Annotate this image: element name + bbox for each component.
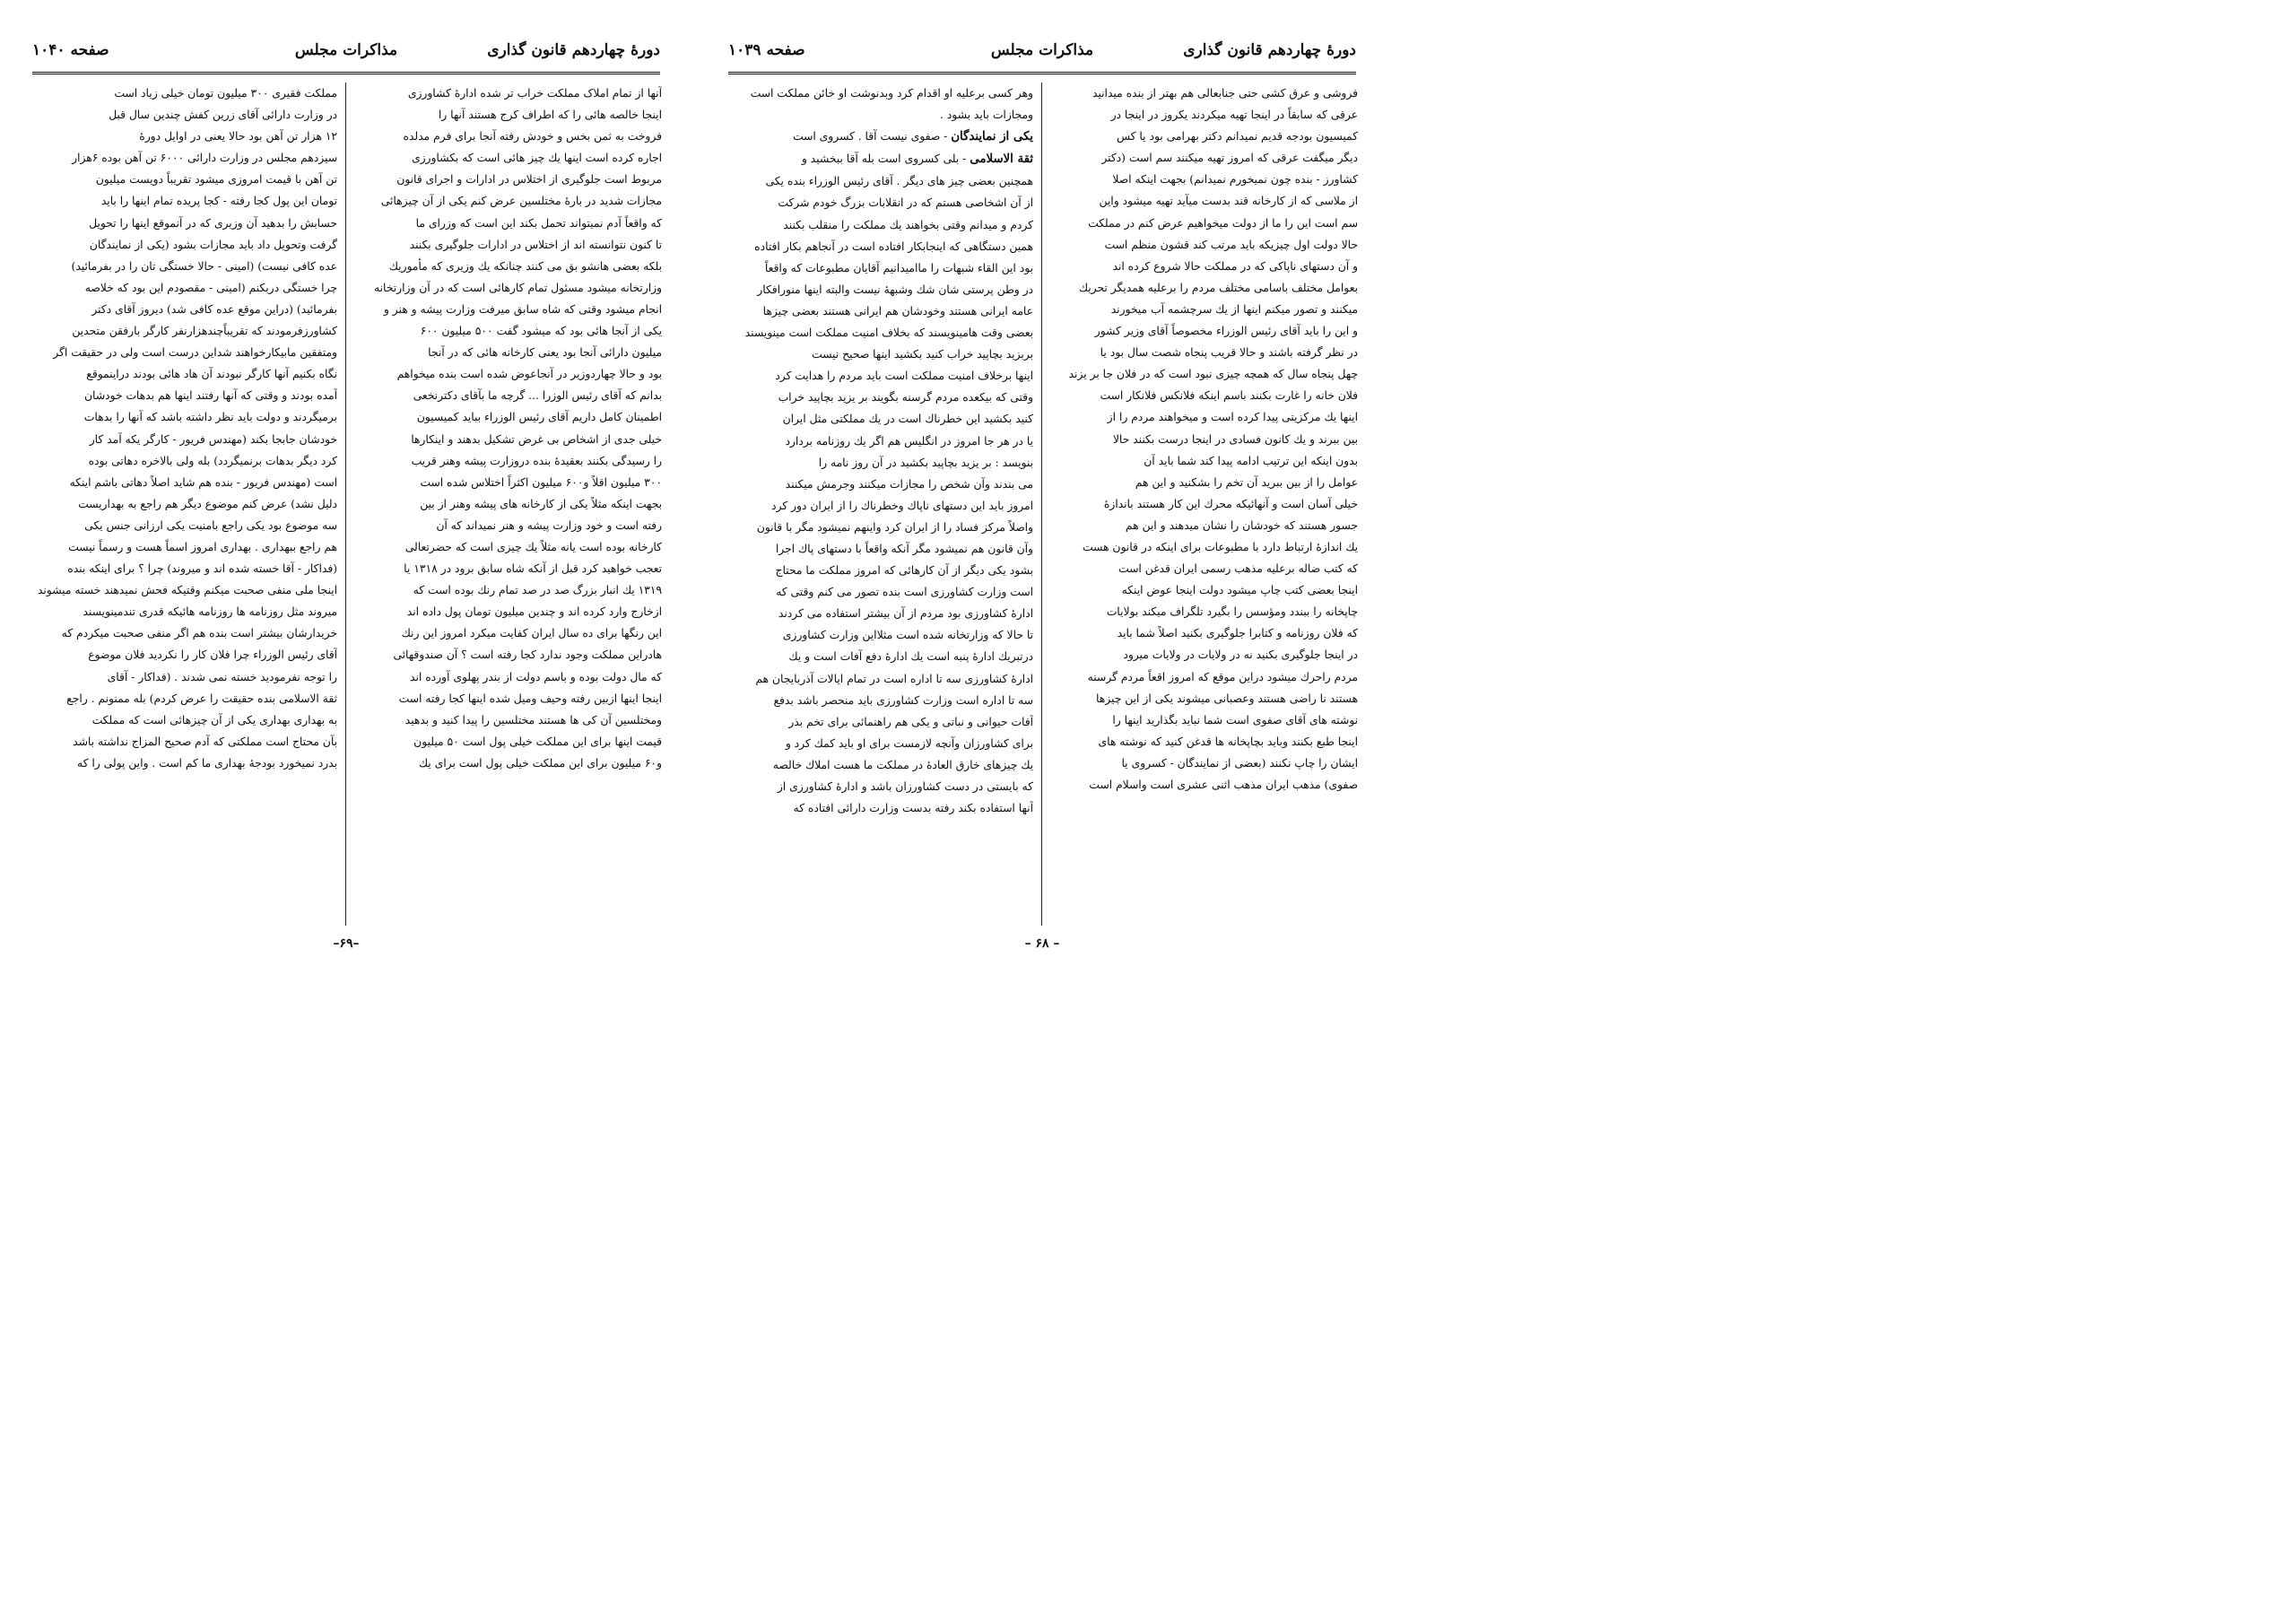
- text-line: می بندند وآن شخص را مجازات میکنند وجرمش میکنند: [785, 477, 1033, 491]
- page-number-label: صفحه ۱۰۴۰: [32, 41, 109, 59]
- column-divider: [345, 83, 346, 926]
- text-line: [726, 148, 1033, 170]
- text-line: انجام میشود وقتی که شاه سابق میرفت وزارت پیشه و هنر و: [383, 302, 662, 316]
- text-line: کنید بکشید این خطرناك است در یك مملکتی مثل ایران: [782, 413, 1033, 426]
- text-line: کرد دیگر بدهات برنمیگردد) بله ولی بالاخره دهاتی بوده: [88, 454, 337, 467]
- text-line: ادارهٔ کشاورزی سه تا اداره است در تمام ایالات آذربایجان هم: [755, 672, 1033, 685]
- speaker-name: یکی از نمایندگان: [951, 130, 1033, 144]
- text-line: گرفت وتحویل داد باید مجازات بشود (یکی از نمایندگان: [89, 238, 337, 251]
- text-line: تن آهن با قیمت امروزی میشود تقریباً دویست میلیون: [95, 173, 337, 187]
- text-line: بفرمائید) (دراین موقع عده کافی شد) دیروز آقای دکتر: [91, 302, 337, 316]
- text-line: وزارتخانه میشود مسئول تمام کارهائی است که در آن وزارتخانه: [374, 281, 662, 294]
- text-line: یکی از آنجا هائی بود که میشود گفت ۵۰۰ میلیون ۶۰۰: [420, 325, 662, 338]
- text-line: و این را باید آقای رئیس الوزراء مخصوصاً آقای وزیر کشور: [1094, 325, 1358, 338]
- header-rule: [32, 72, 660, 74]
- text-line: در اینجا جلوگیری بکنید نه در ولایات در ولایات میرود: [1123, 648, 1358, 662]
- text-line: عرقی که سابقاً در اینجا تهیه میکردند یکروز در اینجا در: [1110, 109, 1358, 122]
- text-line: در وطن پرستی شان شك وشبههٔ نیست والبته اینها منورافکار: [757, 283, 1033, 296]
- text-line: را رسیدگی بکنند بعقیدهٔ بنده دروزارت پیشه وهنر قریب: [411, 454, 662, 467]
- text-line: در نظر گرفته باشند و حالا قریب پنجاه شصت سال بود یا: [1100, 346, 1358, 360]
- text-line: ومجازات باید بشود .: [939, 109, 1033, 122]
- text-line: هادراین مملکت وجود ندارد کجا رفته است ؟ آن صندوقهائی: [393, 648, 662, 662]
- text-line: سیزدهم مجلس در وزارت دارائی ۶۰۰۰ تن آهن بوده ۶هزار: [72, 152, 337, 165]
- text-column-left: [726, 83, 1033, 926]
- text-line: کردم و میدانم وقتی بخواهند یك مملکت را منقلب بکنند: [783, 218, 1033, 231]
- text-line: مجازات شدید در بارهٔ مختلسین عرض کنم یکی از آن چیزهائی: [380, 195, 662, 208]
- text-line: میلیون دارائی آنجا بود یعنی کارخانه هائی که در آنجا: [428, 346, 662, 360]
- text-line: خیلی جدی از اشخاص بی غرض تشکیل بدهند و اینکارها: [411, 432, 662, 446]
- text-line: آفات حیوانی و نباتی و یکی هم راهنمائی برای تخم بذر: [788, 715, 1033, 728]
- text-line: برمیگردند و دولت باید نظر داشته باشد که آنها را بدهات: [83, 411, 337, 424]
- text-line: ومتفقین مابیکارخواهند شداین درست است ولی در حقیقت اگر: [53, 346, 337, 360]
- text-line: که بایستی در دست کشاورزان باشد و ادارهٔ کشاورزی از: [777, 780, 1033, 793]
- text-line: ۱۲ هزار تن آهن بود حالا یعنی در اوایل دورهٔ: [139, 130, 337, 144]
- page-number-label: صفحه ۱۰۳۹: [728, 41, 805, 59]
- text-line: خودشان جابجا بکند (مهندس فریور - کارگر یکه آمد کار: [89, 432, 337, 446]
- text-line: بدانم که آقای رئیس الوزرا ... گرچه ما بآقای دکترنخعی: [413, 389, 662, 403]
- page-1040: [27, 0, 665, 988]
- text-line: حسابش را بدهید آن وزیری که در آنموقع اینها را تحویل: [89, 216, 337, 230]
- text-line: سه تا اداره است وزارت کشاورزی باید منحصر باشد بدفع: [773, 693, 1033, 707]
- text-line: اجاره کرده است اینها یك چیز هائی است که بکشاورزی: [411, 152, 662, 165]
- text-line: قیمت اینها برای این مملکت خیلی پول است ۵۰ میلیون: [413, 735, 662, 748]
- text-line: تومان این پول کجا رفته - کجا پریده تمام اینها را باید: [100, 195, 337, 208]
- page-footer-number: – ۶۸ –: [1024, 936, 1060, 951]
- text-line: است (مهندس فریور - بنده هم شاید اصلاً دهاتی باشم اینکه: [69, 475, 337, 489]
- text-line: این رنگها برای ده سال ایران کفایت میکرد امروز این رنك: [401, 627, 662, 640]
- text-line: ازخارج وارد کرده اند و چندین میلیون تومان پول داده اند: [406, 605, 662, 619]
- text-line: مملکت فقیری ۳۰۰ میلیون تومان خیلی زیاد است: [114, 87, 337, 100]
- text-line: کمیسیون بودجه قدیم نمیدانم دکتر بهرامی بود یا کس: [1116, 130, 1358, 144]
- speaker-name: ثقة الاسلامی: [970, 152, 1033, 167]
- speech-text: - بلی کسروی است بله آقا ببخشید و: [801, 152, 970, 166]
- text-line: از آن اشخاصی هستم که در انقلابات بزرگ خودم شرکت: [778, 196, 1033, 210]
- speech-text: - صفوی نیست آقا . کسروی است: [792, 130, 952, 144]
- text-line: که واقعاً آدم نمیتواند تحمل بکند این است که وزرای ما: [415, 216, 662, 230]
- text-line: صفوی) مذهب ایران مذهب اثنی عشری است واسلام است: [1089, 779, 1358, 791]
- text-line: اینجا بعضی کتب چاپ میشود دولت اینجا عوض اینکه: [1121, 584, 1358, 597]
- text-line: آنها استفاده بکند رفته بدست وزارت دارائی افتاده که: [793, 802, 1033, 815]
- text-line: فروخت به ثمن بخس و خودش رفته آنجا برای فرم مدلده: [403, 130, 662, 144]
- page-footer-number: –۶۹–: [333, 936, 360, 951]
- text-line: بآن محتاج است مملکتی که آدم صحیح المزاج نداشته باشد: [73, 735, 337, 748]
- text-line: و آن دستهای ناپاکی که در مملکت حالا شروع کرده اند: [1112, 259, 1358, 273]
- text-line: کشاورز - بنده چون نمیخورم نمیدانم) بجهت اینکه اصلا: [1112, 173, 1358, 187]
- page-header: [728, 41, 1356, 68]
- text-line: هستند نا راضی هستند وعصبانی میشوند یکی از این چیزها: [1096, 692, 1358, 705]
- text-line: واصلاً مرکز فساد را از ایران کرد واینهم نمیشود مگر با قانون: [756, 520, 1033, 534]
- text-column-right: [1051, 83, 1358, 926]
- text-line: بود و حالا چهاردوزیر در آنجاعوض شده است بنده میخواهم: [396, 368, 662, 381]
- text-line: (فداکار - آقا خسته شده اند و میروند) چرا ؟ برای اینکه بنده: [67, 562, 337, 576]
- text-line: درتبریك ادارهٔ پنبه است یك ادارهٔ دفع آفات است و یك: [788, 650, 1033, 664]
- proceedings-title: مذاکرات مجلس: [294, 41, 398, 59]
- text-line: یك چیزهای خارق العادهٔ در مملکت ما هست املاك خالصه: [772, 758, 1033, 771]
- column-divider: [1041, 83, 1042, 926]
- text-line: تا حالا که وزارتخانه شده است مثلااین وزارت کشاورزی: [782, 629, 1033, 642]
- text-line: ومختلسین آن کی ها هستند مختلسین را پیدا کنید و بدهید: [404, 713, 662, 727]
- text-line: هم راجع ببهداری . بهداری امروز اسماً هست و رسماً نیست: [68, 540, 337, 553]
- text-line: مردم راحرك میشود دراین موقع که امروز اقعاً مردم گرسنه: [1087, 670, 1358, 683]
- text-line: وآن قانون هم نمیشود مگر آنکه واقعاً با دستهای پاك اجرا: [775, 542, 1033, 555]
- text-line: ایشان را چاپ نکنند (بعضی از نمایندگان - کسروی یا: [1121, 756, 1358, 770]
- text-line: اینها یك مرکزیتی پیدا کرده است و میخواهند مردم را از: [1107, 411, 1358, 424]
- text-line: بلکه بعضی هانشو بق می کنند چنانکه یك وزیری که مأموریك: [388, 259, 662, 273]
- text-line: که فلان روزنامه و کتابرا جلوگیری بکنید اصلاً شما باید: [1117, 627, 1358, 640]
- text-line: یا در هر جا امروز در انگلیس هم اگر یك روزنامه بردارد: [785, 434, 1033, 448]
- text-line: کشاورزفرمودند که تقریباًچندهزارنفر کارگر بارفقن متحدین: [72, 325, 337, 338]
- text-line: را توجه نفرمودید خسته نمی شدند . (فداکار - آقای: [107, 670, 337, 683]
- text-line: میروند مثل روزنامه ها روزنامه هائیکه قدری تندمینویسند: [83, 605, 337, 619]
- text-line: بنویسد : بر یزید بچاپید بکشید در آن روز نامه را: [818, 456, 1033, 469]
- text-line: چاپخانه را ببندد ومؤسس را بگیرد تلگراف میکند بولایات: [1106, 605, 1358, 619]
- text-line: عامه ایرانی هستند وخودشان هم ایرانی هستند بعضی چیزها: [762, 304, 1033, 318]
- text-line: اینها برخلاف امنیت مملکت است باید مردم را هدایت کرد: [775, 370, 1033, 383]
- text-line: سم است این را ما از دولت میخواهیم عرض کنم در مملکت: [1088, 216, 1358, 230]
- text-line: چرا خستگی دربکنم (امینی - مقصودم این بود که خلاصه: [84, 281, 337, 294]
- text-line: خریدارشان بیشتر است بنده هم اگر منفی صحبت میکردم که: [61, 627, 337, 640]
- text-line: ثقة الاسلامی بنده حقیقت را عرض کردم) بله ممنونم . راجع: [66, 692, 337, 705]
- page-header: [32, 41, 660, 68]
- text-line: بدرد نمیخورد بودجهٔ بهداری ما کم است . واین پولی را که: [77, 756, 337, 770]
- header-rule: [728, 72, 1356, 74]
- text-line: مربوط است جلوگیری از اختلاس در ادارات و اجرای قانون: [396, 173, 662, 187]
- text-line: سه موضوع بود یکی راجع بامنیت یکی ارزانی جنس یکی: [84, 518, 337, 532]
- text-line: اینجا خالصه هائی را که اطراف کرج هستند آنها را: [438, 109, 662, 122]
- text-line: در وزارت دارائی آقای زرین کفش چندین سال قبل: [109, 109, 337, 122]
- text-line: نگاه بکنیم آنها کارگر نبودند آن هاد هائی بودند دراینموقع: [86, 368, 337, 381]
- text-line: میکنند و تصور میکنم اینها از یك سرچشمه آب میخورند: [1110, 302, 1358, 316]
- session-heading: دورهٔ چهاردهم قانون گذاری: [1183, 41, 1356, 59]
- text-line: بشود یکی دیگر از آن کارهائی که امروز مملکت ما محتاج: [775, 564, 1033, 578]
- text-line: بعضی وقت هامینویسند که بخلاف امنیت مملکت است مینویسند: [744, 326, 1033, 340]
- text-line: همین دستگاهی که اینجابکار افتاده است در آنجاهم بکار افتاده: [754, 239, 1033, 253]
- text-line: وهر کسی برعلیه او اقدام کرد وبدنوشت او خائن مملکت است: [750, 87, 1033, 100]
- text-line: وقتی که بیکعده مردم گرسنه بگویند بر یزید بچاپید خراب: [778, 391, 1033, 405]
- text-line: [726, 126, 1033, 148]
- text-line: ۳۰۰ میلیون اقلاً و۶۰۰ میلیون اکثراً اختلاس شده است: [420, 475, 662, 489]
- text-line: بین ببرند و یك کانون فسادی در اینجا درست بکنند حالا: [1112, 432, 1358, 446]
- text-line: حالا دولت اول چیزیکه باید مرتب کند قشون منظم است: [1104, 238, 1358, 251]
- text-line: بود این القاء شبهات را ماامیدانیم آقایان مطبوعات که واقعاً: [764, 261, 1033, 274]
- text-line: تا کنون نتوانسته اند از اختلاس در ادارات جلوگیری بکنند: [409, 238, 662, 251]
- text-line: دیگر میگفت عرقی که امروز تهیه میکنند سم است (دکتر: [1101, 152, 1358, 165]
- text-line: بربزید بچاپید خراب کنید بکشید اینها صحیح نیست: [812, 348, 1033, 361]
- text-line: است وزارت کشاورزی است بنده تصور می کنم وقتی که: [776, 586, 1033, 599]
- proceedings-title: مذاکرات مجلس: [990, 41, 1094, 59]
- text-line: ادارهٔ کشاورزی بود مردم از آن بیشتر استفاده می کردند: [778, 607, 1033, 621]
- text-line: کارخانه بوده است یانه مثلاً یك چیزی است که حضرتعالی: [404, 540, 662, 553]
- text-line: آنها از تمام املاک مملکت خراب تر شده ادارهٔ کشاورزی: [407, 87, 662, 100]
- text-line: که مال دولت بوده و باسم دولت از بندر پهلوی آورده اند: [410, 670, 662, 683]
- text-line: بجهت اینکه مثلاً یکی از کارخانه های پیشه وهنر از بین: [420, 497, 662, 510]
- text-line: آمده بودند و وقتی که آنها رفتند اینها هم بدهات خودشان: [83, 389, 337, 403]
- text-line: و۶۰ میلیون برای این مملکت خیلی پول است برای یك: [418, 756, 662, 770]
- text-line: تعجب خواهید کرد قبل از آنکه شاه سابق برود در ۱۳۱۸ یا: [404, 562, 662, 576]
- text-line: چهل پنجاه سال که همچه چیزی نبود است که در فلان جا بر یزند: [1068, 368, 1358, 381]
- text-line: برای کشاورزان وآنچه لازمست برای او باید کمك کرد و: [785, 736, 1033, 750]
- text-line: اطمینان کامل داریم آقای رئیس الوزراء بباید کمیسیون: [416, 411, 662, 424]
- text-line: عده کافی نیست) (امینی - حالا خستگی تان را در بفرمائید): [71, 259, 337, 273]
- text-line: یك اندازهٔ ارتباط دارد با مطبوعات برای اینکه در قانون هست: [1082, 540, 1358, 553]
- text-line: امروز باید این دستهای ناپاك وخطرناك را از ایران دور کرد: [771, 499, 1033, 512]
- text-line: اینجا طبع بکنند وباید بچاپخانه ها قدغن کنید که نوشته های: [1098, 735, 1358, 748]
- text-line: بعوامل مختلف باسامی مختلف مردم را برعلیه همدیگر تحریك: [1078, 281, 1358, 294]
- text-column-left: [30, 83, 337, 926]
- text-line: دلیل نشد) عرض کنم موضوع دیگر هم راجع به بهداریست: [78, 497, 337, 510]
- text-line: خیلی آسان است و آنهائیکه محرك این کار هستند باندازهٔ: [1103, 497, 1358, 510]
- text-line: ۱۳۱۹ یك انبار بزرگ صد در صد تمام رنك بوده است که: [413, 584, 662, 597]
- text-line: اینجا ملی منفی صحبت میکنم وقتیکه فحش نمیدهند خسته میشوند: [37, 584, 337, 597]
- text-line: عوامل را از بین ببرید آن تخم را بشکنید و این هم: [1135, 475, 1358, 489]
- page-1039: [723, 0, 1361, 988]
- text-line: بدون اینکه این ترتیب ادامه پیدا کند شما باید آن: [1144, 454, 1358, 467]
- text-line: اینجا اینها ازبین رفته وحیف ومیل شده اینها کجا رفته است: [398, 692, 662, 705]
- text-line: فلان خانه را غارت بکنند باسم اینکه فلانکس فلانکار است: [1100, 389, 1358, 403]
- text-line: که کتب ضاله برعلیه مذهب رسمی ایران قدغن است: [1118, 562, 1358, 576]
- text-line: از ملاسی که از کارخانه قند بدست میآید تهیه میشود واین: [1099, 195, 1358, 208]
- text-column-right: [355, 83, 662, 926]
- text-line: رفته است و خود وزارت پیشه و هنر نمیداند که آن: [436, 518, 662, 532]
- text-line: جسور هستند که خودشان را نشان میدهند و این هم: [1125, 518, 1358, 532]
- text-line: نوشته های آقای صفوی است شما نباید بگذارید اینها را: [1112, 713, 1358, 727]
- text-line: فروشی و عرق کشی حتی جنابعالی هم بهتر از بنده میدانید: [1091, 87, 1358, 100]
- text-line: همچنین بعضی چیز های دیگر . آقای رئیس الوزراء بنده یکی: [765, 175, 1033, 188]
- text-line: آقای رئیس الوزراء چرا فلان کار را نکردید فلان موضوع: [88, 648, 337, 662]
- session-heading: دورهٔ چهاردهم قانون گذاری: [487, 41, 660, 59]
- text-line: به بهداری بهداری یکی از آن چیزهائی است که مملکت: [91, 713, 337, 727]
